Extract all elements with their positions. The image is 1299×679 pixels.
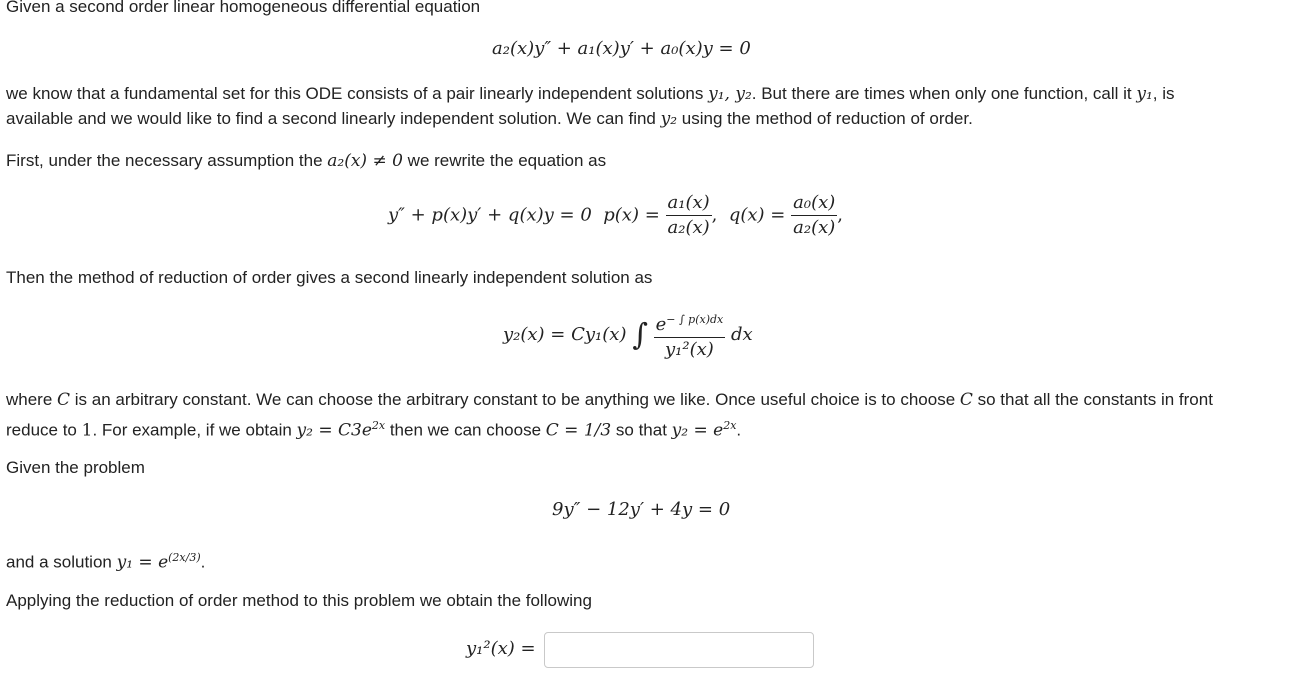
p-fraction: $\frac{\text{a₁(x)}}{\text{a₂(x)}}$ [667, 192, 710, 238]
standard-form-equation: y″ + p(x)y′ + q(x)y = 0 p(x) = $\frac{\text{a₁(x)}}{\text{a₂(x)}}$ , q(x) = $\frac{\text{a₀(x)}}{\text{a₂(x)}}$ , [388, 192, 844, 238]
paragraph-fundamental-set-line2: available and we would like to find a second linearly independent solution. We can find y₂ using the method of reduction of order. [6, 109, 973, 129]
paragraph-apply-method: Applying the reduction of order method to this problem we obtain the following [6, 591, 592, 610]
reduction-formula: y₂(x) = Cy₁(x) ∫ $\frac{e^{- \int p(x)dx}}{\text{y₁²(x)}}$ dx [503, 308, 753, 362]
intro-text: Given a second order linear homogeneous differential equation [6, 0, 481, 16]
paragraph-fundamental-set: we know that a fundamental set for this ODE consists of a pair linearly independent solutions y₁, y₂. But there are times when only one function, call it y₁, is [6, 84, 1175, 104]
paragraph-given-problem: Given the problem [6, 458, 145, 477]
q-fraction: $\frac{\text{a₀(x)}}{\text{a₂(x)}}$ [793, 192, 836, 238]
problem-equation: 9y″ − 12y′ + 4y = 0 [552, 499, 731, 520]
paragraph-constant-line2: reduce to 1. For example, if we obtain $y_2 = C3e^{2x}$ then we can choose C = 1/3 so that $y_2 = e^{2x}$. [6, 419, 742, 441]
answer-input[interactable] [544, 632, 814, 668]
answer-label: y₁²(x) = [466, 638, 536, 659]
paragraph-method: Then the method of reduction of order gives a second linearly independent solution as [6, 268, 653, 287]
ode-equation: a₂(x)y″ + a₁(x)y′ + a₀(x)y = 0 [492, 38, 751, 59]
paragraph-assumption: First, under the necessary assumption the a₂(x) ≠ 0 we rewrite the equation as [6, 151, 607, 171]
paragraph-given-solution: and a solution $y_1 = e^{(2x/3)}$. [6, 551, 206, 573]
integrand-fraction: $\frac{e^{- \int p(x)dx}}{\text{y₁²(x)}}$ [654, 308, 726, 362]
paragraph-constant: where C is an arbitrary constant. We can choose the arbitrary constant to be anything we like. Once useful choice is to choose C so that all the constants in front [6, 390, 1213, 410]
